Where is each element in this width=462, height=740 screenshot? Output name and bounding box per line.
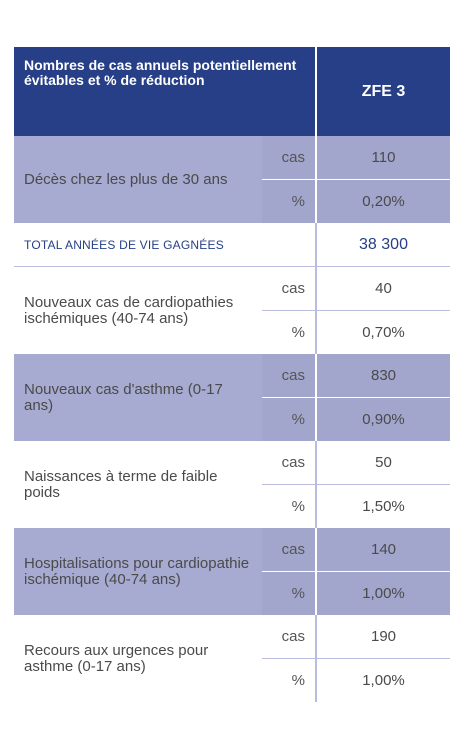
unit-pct: % [291,672,305,689]
value-cas: 190 [316,615,450,659]
unit-pct: % [291,324,305,341]
value-cas: 830 [316,354,450,398]
value-cas: 140 [316,528,450,572]
unit-pct: % [291,498,305,515]
value-pct: 0,90% [316,398,450,442]
total-label: TOTAL ANNÉES DE VIE GAGNÉES [14,223,316,267]
header-row [14,47,450,136]
unit-pct: % [262,572,316,616]
value-pct: 1,50% [316,485,450,529]
value-cas: 110 [316,136,450,180]
unit-cas: cas [262,528,316,572]
row-label-cardiopathies: Nouveaux cas de cardiopathies ischémiques (40-74 ans) [24,293,234,327]
value-cas: 40 [316,267,450,311]
header-label: Nombres de cas annuels potentiellement évitables et % de réduction [14,47,316,136]
table-row [14,136,450,180]
value-pct: 1,00% [316,572,450,616]
table-row [14,441,450,485]
row-label-asthme: Nouveaux cas d'asthme (0-17 ans) [14,354,262,441]
row-label-urgences: Recours aux urgences pour asthme (0-17 ans) [24,641,209,675]
unit-cas: cas [262,615,316,659]
unit-cas: cas [262,267,316,311]
unit-pct: % [262,180,316,224]
table-row [14,354,450,398]
unit-pct: % [262,398,316,442]
row-label-hospitalisations: Hospitalisations pour cardiopathie ischémique (40-74 ans) [14,528,262,615]
avoidable-cases-table [14,47,450,702]
table-row [14,615,450,659]
total-row [14,223,450,267]
value-pct: 0,70% [316,311,450,355]
value-pct: 0,20% [316,180,450,224]
value-cas: 50 [316,441,450,485]
unit-cas: cas [262,441,316,485]
total-value: 38 300 [316,223,450,267]
row-label-deces: Décès chez les plus de 30 ans [14,136,262,223]
value-pct: 1,00% [316,659,450,703]
table-row [14,528,450,572]
unit-cas: cas [262,354,316,398]
table-row [14,267,450,311]
row-label-naissances: Naissances à terme de faible poids [24,467,218,501]
unit-cas: cas [262,136,316,180]
header-zone: ZFE 3 [316,47,450,136]
